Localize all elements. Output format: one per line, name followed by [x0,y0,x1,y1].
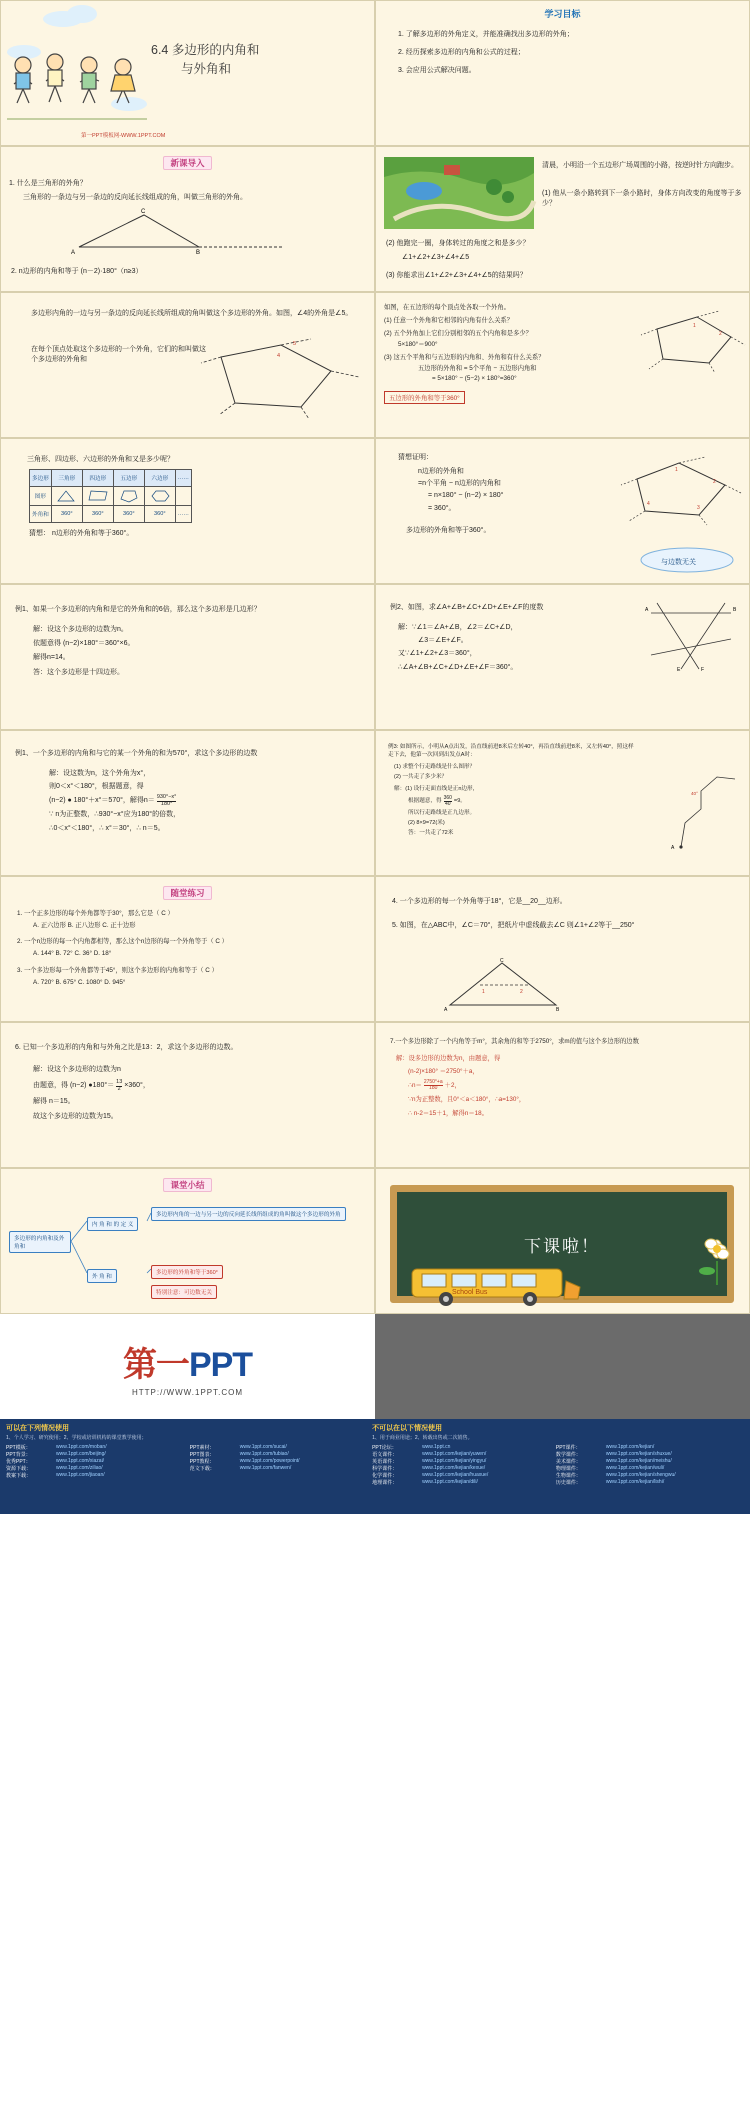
slide-example-2[interactable] [375,584,750,730]
svg-text:1: 1 [693,323,696,329]
link-row[interactable]: 教案下载： www.1ppt.com/jiaoan/ [6,1471,105,1479]
pentagon-intro: 如图，在五边形的每个顶点处各取一个外角。 [384,304,510,311]
svg-text:School Bus: School Bus [452,1289,488,1296]
practice-options: A. 正六边形 B. 正八边形 C. 正十边形 [33,922,136,930]
example3-step-1: 解：设这数为n，这个外角为x°， [49,770,151,778]
polygon-proof-figure [613,455,743,525]
path-walk-figure [661,761,747,851]
example3-question: 例1、一个多边形的内角和与它的某一个外角的和为570°，求这个多边形的边数 [15,750,258,757]
slide-practice-2[interactable] [375,876,750,1022]
objective-item: 1. 了解多边形的外角定义，并能准确找出多边形的外角； [398,31,574,38]
link-row[interactable]: 资源下载： www.1ppt.com/ziliao/ [6,1464,103,1472]
section-header: 学习目标 [544,9,581,19]
table-header-cell: 三角形 [51,470,82,487]
table-header-cell: 六边形 [144,470,175,487]
table-row-label: 图形 [30,487,52,506]
summary-text-exterior: 多边形的外角和等于360° [151,1265,223,1279]
example1-step-4: 答：这个多边形是十四边形。 [33,668,124,676]
pentagon-conclusion: 五边形的外角和等于360° [384,391,465,404]
svg-text:A: A [71,250,76,257]
pentagon-q2: (2) 五个外角加上它们分别相邻的五个内角和是多少？ [384,330,532,338]
pentagon-figure [635,311,745,375]
polygon-exterior-figure [191,337,371,421]
link-row[interactable]: PPT教程： www.1ppt.com/powerpoint/ [189,1457,300,1465]
end-text: 下课啦！ [524,1236,600,1256]
brand-url[interactable]: HTTP://WWW.1PPT.COM [132,1387,243,1397]
svg-text:F: F [701,667,705,673]
example4-step-2-result: =9。 [453,797,466,804]
svg-text:A: A [671,845,675,851]
terms-ok-text: 1、个人学习、研究使用；2、学校或培训机构的课堂教学使用； [6,1435,147,1441]
practice-item: 4. 一个多边形的每一个外角等于18°，它是__20__边形。 [392,898,567,905]
example4-question: 例3: 如图所示，小明从A点出发，沿直线前进8米后左转40°，再沿直线前进8米，又左转40°，照这样走下去，他第一次回到出发点A时： [388,744,634,759]
practice-step-2-tail: ×360°， [124,1082,150,1090]
terms-panel [0,1419,750,1514]
practice-item: 5. 如图，在△ABC中，∠C＝70°，把纸片中虚线截去∠C 则∠1+∠2等于__250° [392,922,635,930]
table-question: 三角形、四边形、六边形的外角和又是多少呢？ [27,456,174,463]
pentagon-a3b: = 5×180° − (5−2) × 180°=360° [432,374,517,382]
scene-text-3: (2) 他跑完一圈，身体转过的角度之和是多少？ [386,240,530,247]
practice-step-4: 故这个多边形的边数为15。 [33,1113,118,1121]
sum-cell: …… [175,506,191,523]
table-header-cell: …… [175,470,191,487]
pentagon-a2: 5×180°＝900° [398,341,438,349]
svg-text:3: 3 [697,505,700,511]
polygon-exterior-table [29,469,192,523]
table-row [30,487,192,506]
summary-text-definition: 多边形内角的一边与另一边的反向延长线所组成的角叫做这个多边形的外角 [151,1207,346,1221]
link-row[interactable]: 数学课件： www.1ppt.com/kejian/shuxue/ [555,1450,672,1458]
pentagon-a3a: 五边形的外角和 = 5个平角 − 五边形内角和 [418,364,537,372]
fraction: $\frac{360}{40}$ [443,794,452,807]
figure-cell [51,487,82,506]
proof-line-2: =n个平角 − n边形的内角和 [418,480,501,488]
sum-cell: 360° [144,506,175,523]
slide-scene[interactable] [375,146,750,292]
proof-head: 猜想证明： [398,454,433,461]
practice-step-2: 由题意，得 (n−2) ●180°＝ [33,1082,115,1090]
link-row[interactable]: PPT图表： www.1ppt.com/tubiao/ [189,1450,289,1458]
link-row[interactable]: 科学课件： www.1ppt.com/kejian/kexue/ [372,1464,486,1472]
intro-question-2: 2. n边形的内角和等于 (n－2)·180°（n≥3） [11,267,143,275]
table-header-cell: 多边形 [30,470,52,487]
link-row[interactable]: 历史课件： www.1ppt.com/kejian/lishi/ [555,1478,665,1486]
proof-line-1: n边形的外角和 [418,468,464,476]
site-credit: 第一PPT模板网-WWW.1PPT.COM [81,133,166,139]
practice-item: 1. 一个正多边形的每个外角都等于30°，那么它是（ C ） [17,910,174,917]
svg-text:4: 4 [647,501,650,507]
practice-question: 6. 已知一个多边形的内角和与外角之比是13：2，求这个多边形的边数。 [15,1044,238,1051]
slide-example-3[interactable] [0,730,375,876]
children-illustration [7,53,147,125]
svg-text:B: B [556,1007,560,1013]
slide-definition[interactable] [0,292,375,438]
example4-step-5: 答：一共走了72米 [408,829,454,836]
svg-text:C: C [500,958,504,964]
proof-line-4: = 360°。 [428,504,456,512]
practice-options: A. 720° B. 675° C. 1080° D. 945° [33,978,126,986]
slide-end[interactable] [375,1168,750,1314]
figure-cell [175,487,191,506]
link-row[interactable]: PPT课件： www.1ppt.com/kejian/ [555,1443,655,1451]
example3-step-2: 则0＜x°＜180°，根据题意，得 [49,783,144,791]
example1-step-2: 依题意得 (n−2)×180°＝360°×6。 [33,640,135,648]
example2-question: 例2、如图，求∠A+∠B+∠C+∠D+∠E+∠F的度数 [390,604,544,611]
table-header-row [30,470,192,487]
brand-logo-ppt: PPT [188,1345,253,1384]
terms-no-text: 1、用于商业用途；2、转载出售或二次销售。 [372,1435,473,1441]
link-row[interactable]: 优秀PPT： www.1ppt.com/xiazai/ [6,1457,105,1465]
page-title: 6.4 多边形的内角和 与外角和 [151,43,260,76]
terms-no-title: 不可以在以下情况使用 [372,1425,443,1432]
slide-intro[interactable] [0,146,375,292]
svg-text:A: A [444,1007,448,1013]
practice-options: A. 144° B. 72° C. 36° D. 18° [33,950,112,958]
table-header-cell: 五边形 [113,470,144,487]
solution-line-3: ∵n为正整数，且0°＜a＜180°，∴a=130°， [408,1096,526,1104]
summary-center-node: 多边形的内角和及外角和 [9,1231,71,1253]
svg-text:40°: 40° [691,791,698,796]
example4-step-3: 所以行走路线是正九边形。 [408,809,476,816]
solution-line-2a: ∴n＝ [408,1082,422,1090]
slide-objectives[interactable] [375,0,750,146]
slide-practice-4[interactable] [375,1022,750,1168]
slide-example-4[interactable] [375,730,750,876]
footer-blank-panel [375,1314,750,1419]
link-row[interactable]: 生物课件： www.1ppt.com/kejian/shengwu/ [555,1471,676,1479]
solution-line-2d: ＋2， [444,1082,461,1090]
slide-proof[interactable] [375,438,750,584]
example2-step-1: 解：∵∠1＝∠A+∠B，∠2＝∠C+∠D， [398,624,518,632]
triangle-exterior-angle-figure [49,207,309,255]
triangle-cut-figure [436,957,576,1013]
proof-line-3: = n×180° − (n−2) × 180° [428,492,504,500]
park-map-image [384,157,534,229]
summary-text-note: 特别注意：可边数无关 [151,1285,217,1299]
example1-question: 例1、如果一个多边形的内角和是它的外角和的6倍，那么这个多边形是几边形？ [15,606,261,613]
link-row[interactable]: 地理课件： www.1ppt.com/kejian/dili/ [372,1478,478,1486]
fraction: $\frac{13}{2}$ [116,1079,123,1092]
terms-forbidden [372,1423,734,1486]
scene-text-5: (3) 你能求出∠1+∠2+∠3+∠4+∠5的结果吗？ [386,272,527,279]
link-row[interactable]: 物理课件： www.1ppt.com/kejian/wuli/ [555,1464,665,1472]
svg-text:与边数无关: 与边数无关 [661,559,696,566]
terms-allowed [6,1423,368,1479]
practice-step-1: 解：设这个多边形的边数为n [33,1066,121,1074]
link-row[interactable]: PPT素材： www.1ppt.com/sucai/ [189,1443,287,1451]
svg-text:1: 1 [482,989,485,995]
svg-text:2: 2 [719,331,722,337]
slide-practice-1[interactable] [0,876,375,1022]
objective-item: 3. 会应用公式解决问题。 [398,67,476,75]
slide-cover[interactable] [0,0,375,146]
site-footer [0,1314,750,1514]
svg-text:E: E [677,667,681,673]
slide-table[interactable] [0,438,375,584]
svg-text:A: A [645,607,649,613]
table-header-cell: 四边形 [82,470,113,487]
link-row[interactable]: PPT背景： www.1ppt.com/beijing/ [6,1450,106,1458]
brand-logo [123,1337,252,1386]
link-row[interactable]: 语文课件： www.1ppt.com/kejian/yuwen/ [372,1450,487,1458]
definition-text-1: 多边形内角的一边与另一条边的反向延长线所组成的角叫做这个多边形的外角。如图，∠4的外角是∠5。 [31,310,353,317]
terms-ok-title: 可以在下列情况使用 [6,1425,69,1432]
figure-cell [144,487,175,506]
example1-step-1: 解：设这个多边形的边数为n。 [33,626,128,634]
objective-item: 2. 经历探索多边形的内角和公式的过程； [398,49,525,57]
example2-step-2: ∠3＝∠E+∠F。 [418,637,468,645]
intro-answer-1: 三角形的一条边与另一条边的反向延长线组成的角，叫做三角形的外角。 [23,194,247,202]
fraction: 930°−x° 180° [156,794,177,807]
figure-cell [113,487,144,506]
cloud-shape [67,5,97,23]
example4-step-1: 解：(1) 设行走面直线是正n边形， [394,786,479,793]
figure-cell [82,487,113,506]
example3-step-5: ∴0＜x°＜180°，∴ x°＝30°，∴ n＝5。 [49,824,165,832]
example4-q2: (2) 一共走了多少米？ [394,774,448,781]
example2-step-3: 又∵∠1+∠2+∠3＝360°， [398,650,477,658]
scene-text-1: 清晨，小明沿一个五边形广场周围的小路，按逆时针方向跑步。 [542,162,738,169]
slide-example-1[interactable] [0,584,375,730]
example1-step-3: 解得n=14。 [33,654,70,662]
svg-text:C: C [141,209,146,216]
svg-text:5: 5 [293,341,297,347]
example4-step-2: 根据题意，得 [408,797,442,804]
link-row[interactable]: 英语课件： www.1ppt.com/kejian/yingyu/ [372,1457,487,1465]
footer-logo-area [0,1314,375,1419]
svg-text:1: 1 [675,467,678,473]
practice-step-3: 解得 n＝15。 [33,1098,75,1106]
scene-text-2: (1) 他从一条小路转到下一条小路时，身体方向改变的角度等于多少？ [542,190,742,208]
solution-line-4: ∴ n-2＝15＋1，解得n＝18。 [408,1109,488,1117]
link-row[interactable]: 化学课件： www.1ppt.com/kejian/huaxue/ [372,1471,489,1479]
intro-question-1: 1. 什么是三角形的外角？ [9,180,87,187]
example3-step-4: ∵ n为正整数，∴930°−x°应为180°的倍数， [49,811,181,819]
definition-text-2: 在每个顶点处取这个多边形的一个外角，它们的和叫做这个多边形的外角和 [31,346,206,364]
solution-line-0: 解：设多边形的边数为n，由题意，得 [396,1055,501,1063]
proof-conclusion: 多边形的外角和等于360°。 [406,526,491,534]
link-row[interactable]: PPT论坛： www.1ppt.cn [372,1443,451,1451]
svg-text:B: B [733,607,737,613]
svg-text:2: 2 [520,989,523,995]
sum-cell: 360° [113,506,144,523]
example4-step-4: (2) 8×9=72(米) [408,819,445,826]
link-row[interactable]: PPT模板： www.1ppt.com/moban/ [6,1443,107,1451]
example2-step-4: ∴∠A+∠B+∠C+∠D+∠E+∠F＝360°。 [398,663,518,671]
scene-text-4: ∠1+∠2+∠3+∠4+∠5 [402,254,470,261]
brand-logo-first: 第一 [122,1345,189,1384]
star-polygon-figure [641,599,741,673]
link-row[interactable]: 美术课件： www.1ppt.com/kejian/meishu/ [555,1457,672,1465]
summary-branch-exterior: 外 角 和 [87,1269,117,1283]
section-header: 课堂小结 [163,1178,211,1192]
svg-text:B: B [196,250,201,257]
example3-step-3: (n−2) ● 180°＋x°＝570°，解得n＝ [49,797,155,805]
practice-question: 7.一个多边形除了一个内角等于m°，其余角的和等于2750°，求m的值与这个多边形的边数 [390,1038,639,1045]
practice-item: 3. 一个多边形每一个外角都等于45°，则这个多边形的内角和等于（ C ） [17,966,218,974]
summary-branch-definition: 内 角 和 的 定 义 [87,1217,138,1231]
svg-text:4: 4 [277,353,281,359]
slide-pentagon[interactable] [375,292,750,438]
practice-item: 2. 一个n边形的每一个内角都相等，那么这个n边形的每一个外角等于（ C ） [17,938,228,946]
svg-text:2: 2 [713,479,716,485]
school-bus-illustration [406,1261,596,1309]
solution-line-1: (n-2)×180° ＝2750°＋a， [408,1068,479,1076]
fraction: 2750°+a 180 [423,1079,443,1092]
example4-q1: (1) 求整个行走路线是什么图形？ [394,764,476,771]
slide-summary[interactable] [0,1168,375,1314]
slide-practice-3[interactable] [0,1022,375,1168]
pentagon-q1: (1) 任意一个外角和它相邻的内角有什么关系？ [384,317,514,325]
section-header: 新课导入 [163,156,211,170]
pentagon-q3: (3) 这五个平角和与五边形的内角和、外角和有什么关系？ [384,353,545,361]
link-row[interactable]: 范文下载： www.1ppt.com/fanwen/ [189,1464,292,1472]
table-conclusion: 猜想： n边形的外角和等于360°。 [29,530,134,538]
sum-cell: 360° [51,506,82,523]
mindmap-connectors [1,1169,375,1314]
thought-bubble [639,547,735,573]
flower-illustration [697,1239,739,1287]
section-header: 随堂练习 [163,886,211,900]
sum-cell: 360° [82,506,113,523]
table-row-label: 外角和 [30,506,52,523]
table-row [30,506,192,523]
